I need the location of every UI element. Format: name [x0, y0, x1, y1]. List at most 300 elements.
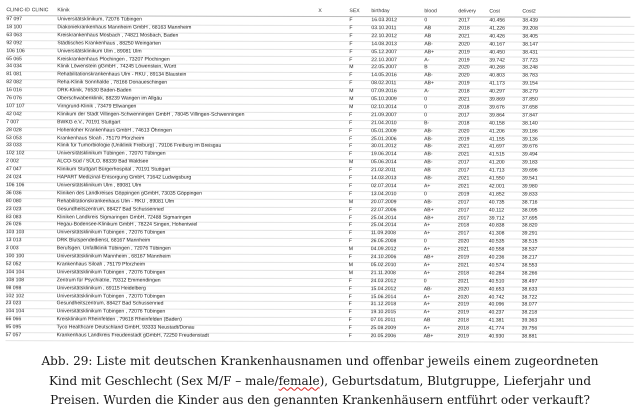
cell-clinic-id: 57 057 [5, 332, 22, 339]
cell-birthday: 02.10.2014 [371, 104, 397, 111]
cell-cost: 39.869 [489, 96, 505, 103]
cell-cost2: 39.980 [521, 183, 538, 190]
header-cost: Cost [489, 8, 500, 15]
cell-klinik: Klinikum Stuttgart Bürgerhospital , 70191 Stuttgart [57, 166, 171, 173]
header-delivery: delivery [458, 8, 477, 15]
cell-klinik: Oberschwabenklinik, 88239 Wangen im Allgäu [57, 95, 163, 102]
figure-caption [5, 352, 635, 411]
cell-cost: 40.574 [488, 262, 505, 269]
cell-cost2: 38.147 [522, 41, 538, 48]
cell-sex: F [348, 206, 353, 213]
cell-sex: F [348, 190, 353, 197]
header-birthday: birthday [371, 8, 390, 15]
cell-birthday: 05.12.2007 [371, 48, 397, 55]
cell-sex: F [348, 230, 352, 237]
cell-clinic-id: 83 083 [5, 213, 22, 220]
cell-delivery: 2019 [457, 309, 469, 316]
cell-blood: AB [424, 33, 432, 40]
cell-cost: 41.381 [488, 317, 505, 324]
cell-birthday: 31.12.2018 [370, 301, 397, 308]
cell-blood: A+ [423, 262, 431, 269]
cell-cost2: 37.723 [522, 57, 538, 64]
cell-cost: 40.558 [488, 246, 505, 253]
cell-delivery: 2021 [457, 175, 470, 182]
cell-klinik: Gesundheitszentrum, 88427 Bad Schussenried [56, 300, 164, 307]
cell-klinik: Kreisklinikum Rheinfelden , 79618 Rheinfelden (Baden) [56, 316, 182, 323]
cell-cost: 40.535 [488, 238, 505, 245]
cell-cost: 41.774 [488, 325, 505, 332]
cell-blood: A- [424, 56, 430, 63]
cell-sex: F [348, 277, 352, 284]
cell-delivery: 2021 [458, 143, 470, 150]
cell-delivery: 2018 [458, 25, 470, 32]
cell-blood: AB- [424, 135, 433, 142]
cell-klinik: Universitätsklinikum Tübingen , 72076 Tübingen [56, 308, 166, 315]
cell-cost: 41.200 [489, 159, 505, 166]
cell-clinic-id: 100 100 [5, 253, 25, 260]
cell-clinic-id: 26 026 [5, 221, 22, 228]
cell-clinic-id: 102 102 [5, 292, 25, 299]
cell-klinik: HAPART Medizinal-Entsorgung GmbH, 71642 Ludwigsburg [56, 174, 192, 181]
cell-blood: 0 [423, 277, 427, 284]
cell-cost: 40.167 [489, 41, 505, 48]
cell-birthday: 26.05.2008 [370, 238, 397, 245]
cell-cost2: 39.756 [521, 325, 538, 332]
cell-cost2: 38.217 [521, 254, 538, 261]
cell-klinik: Universitätsklinikum Ulm , 89081 Ulm [56, 182, 142, 189]
cell-cost2: 38.537 [521, 246, 538, 253]
cell-birthday: 22.05.2007 [371, 64, 397, 71]
cell-birthday: 24.03.2012 [370, 277, 397, 284]
cell-sex: F [349, 72, 353, 79]
cell-cost: 41.206 [489, 128, 505, 135]
cell-blood: AB- [423, 285, 433, 292]
cell-blood: AB- [424, 127, 433, 134]
cell-cost: 41.550 [488, 175, 505, 182]
cell-delivery: 2019 [458, 80, 470, 87]
cell-cost2: 38.722 [521, 294, 538, 301]
cell-sex: M [348, 246, 354, 253]
caption-line-1: Abb. 29: Liste mit deutschen Krankenhausnamen und offenbar jeweils einem zugeordneten [41, 354, 599, 368]
cell-klinik: Klinik Löwenstein gGmbH , 74245 Löwenstein, Württ [57, 63, 177, 71]
cell-blood: A+ [423, 270, 431, 277]
cell-clinic-id: 53 053 [6, 134, 22, 141]
cell-blood: A- [424, 88, 430, 95]
cell-cost2: 37.695 [521, 215, 538, 222]
cell-cost: 41.308 [488, 230, 505, 237]
cell-sex: F [349, 32, 353, 39]
cell-cost2: 38.218 [521, 309, 538, 316]
cell-clinic-id: 97 097 [6, 16, 23, 23]
cell-clinic-id: 107 107 [6, 103, 25, 110]
cell-birthday: 19.06.2014 [371, 151, 397, 158]
header-blood: blood [424, 8, 437, 15]
cell-delivery: 2021 [458, 151, 470, 158]
cell-cost: 40.742 [488, 293, 505, 300]
cell-cost2: 38.248 [522, 64, 538, 71]
cell-blood: A+ [423, 246, 431, 253]
cell-birthday: 07.01.2011 [370, 317, 396, 324]
cell-cost2: 38.553 [521, 262, 538, 269]
cell-blood: AB- [424, 159, 433, 166]
cell-cost2: 38.439 [522, 17, 539, 24]
cell-blood: AB [424, 25, 432, 32]
cell-cost2: 39.154 [522, 80, 538, 87]
cell-klinik: Kliniken Landkreis Sigmaringen GmbH, 72488 Sigmaringen [56, 213, 192, 221]
cell-clinic-id: 63 063 [6, 31, 22, 39]
cell-cost: 41.697 [489, 143, 505, 150]
cell-sex: F [349, 119, 353, 126]
cell-birthday: 21.04.2010 [371, 119, 397, 126]
cell-cost2: 39.136 [522, 136, 538, 143]
cell-blood: B [424, 64, 428, 71]
cell-birthday: 05.02.2010 [370, 262, 397, 269]
cell-cost2: 39.291 [521, 230, 538, 237]
cell-klinik: Hegau-Bodensee-Klinikum GmbH , 78224 Singen, Hohentwiel [56, 221, 198, 229]
cell-cost: 40.096 [488, 301, 505, 308]
cell-cost2: 38.266 [521, 270, 538, 277]
cell-birthday: 15.04.2012 [370, 285, 397, 292]
cell-clinic-id: 34 034 [6, 63, 22, 70]
cell-delivery: 2021 [458, 96, 470, 103]
cell-clinic-id: 106 106 [5, 182, 25, 189]
cell-klinik: Rehabilitationskrankenhaus Ulm - RKU , 89081 Ulm [56, 197, 175, 205]
header-klinik: Klinik [57, 7, 70, 14]
cell-birthday: 14.05.2016 [371, 72, 397, 79]
cell-cost: 39.864 [489, 112, 505, 119]
cell-clinic-id: 24 024 [5, 174, 22, 181]
cell-cost: 39.676 [489, 104, 505, 111]
cell-delivery: 2019 [457, 254, 470, 261]
cell-cost2: 39.541 [521, 175, 538, 182]
cell-delivery: 2021 [457, 183, 470, 190]
cell-blood: A+ [423, 222, 431, 229]
cell-birthday: 11.09.2008 [370, 230, 396, 237]
cell-cost2: 39.186 [522, 128, 538, 135]
cell-blood: 0 [423, 238, 427, 245]
cell-cost: 39.742 [489, 56, 505, 63]
header-x: X [318, 7, 322, 15]
cell-cost: 41.515 [489, 151, 505, 158]
cell-klinik: Zentrum für Psychiatrie, 79312 Emmendingen [56, 276, 161, 284]
cell-birthday: 07.09.2016 [371, 88, 397, 95]
cell-cost: 40.510 [488, 278, 505, 285]
cell-birthday: 25.04.2014 [370, 214, 397, 221]
cell-clinic-id: 2 002 [6, 158, 19, 165]
cell-clinic-id: 82 082 [6, 79, 22, 86]
cell-klinik: Universitätsklinikum , 69115 Heidelberg [56, 284, 146, 292]
cell-cost2: 38.497 [521, 278, 538, 285]
cell-blood: A+ [423, 301, 431, 308]
cell-clinic-id: 18 100 [6, 24, 22, 31]
header-sex: SEX [349, 8, 360, 15]
cell-clinic-id: 23 023 [5, 300, 22, 307]
cell-blood: AB- [424, 143, 433, 150]
cell-sex: M [349, 159, 354, 166]
cell-klinik: Virngrund-Klinik , 73479 Ellwangen [57, 103, 137, 110]
cell-blood: 0 [423, 191, 427, 198]
cell-cost2: 38.881 [521, 333, 538, 340]
cell-sex: F [348, 222, 353, 229]
cell-blood: AB- [423, 198, 433, 205]
cell-clinic-id: 42 042 [6, 110, 22, 118]
cell-clinic-id: 23 023 [5, 205, 22, 212]
cell-delivery: 2019 [457, 191, 470, 198]
cell-cost2: 39.696 [522, 167, 538, 174]
cell-sex: F [348, 317, 352, 324]
cell-delivery: 2018 [457, 270, 470, 277]
cell-sex: M [349, 96, 354, 103]
cell-delivery: 2021 [458, 33, 470, 40]
cell-klinik: Krankenhaus Sloah , 75179 Pforzheim [57, 134, 145, 142]
cell-cost2: 38.716 [521, 199, 538, 206]
cell-cost2: 37.658 [522, 104, 538, 111]
cell-sex: F [348, 301, 352, 308]
cell-sex: F [348, 309, 352, 316]
cell-clinic-id: 3 003 [5, 245, 19, 252]
cell-blood: 0 [424, 112, 428, 119]
cell-klinik: Städtisches Krankenhaus , 88250 Weingarten [57, 39, 161, 47]
cell-klinik: Kreiskrankenhaus Plochingen , 73207 Plochingen [57, 55, 170, 63]
cell-klinik: Kreiskrankenhaus Mosbach , 74821 Mosbach, Baden [57, 32, 179, 39]
cell-klinik: Krankenhaus Siloah , 75179 Pforzheim [56, 261, 146, 268]
cell-klinik: DRK-Klinik, 76530 Baden-Baden [57, 87, 132, 94]
cell-clinic-id: 104 104 [5, 308, 25, 315]
cell-blood: A+ [423, 293, 431, 300]
cell-birthday: 30.01.2012 [371, 143, 397, 150]
cell-cost2: 37.847 [522, 112, 538, 119]
cell-blood: AB+ [423, 254, 434, 261]
cell-clinic-id: 98 098 [5, 284, 22, 291]
cell-cost: 40.112 [488, 207, 505, 214]
cell-clinic-id: 52 052 [5, 261, 22, 268]
cell-klinik: Universitätsklinikum Tübingen , 72076 Tübingen [56, 229, 166, 236]
cell-delivery: 2017 [457, 199, 470, 206]
cell-blood: B- [424, 119, 430, 126]
cell-cost2: 39.183 [522, 159, 538, 166]
cell-clinic-id: 66 066 [5, 316, 22, 323]
cell-clinic-id: 80 080 [5, 197, 22, 204]
cell-klinik: Klinik für Tumorbiologie (Uniklinik Freiburg) , 79106 Freiburg im Breisgau [57, 142, 222, 150]
cell-blood: A+ [423, 309, 431, 316]
cell-blood: AB+ [424, 48, 435, 55]
cell-klinik: Universitätsklinikum Ulm , 89081 Ulm [57, 47, 142, 55]
cell-sex: F [349, 17, 353, 24]
cell-cost: 40.735 [488, 199, 505, 206]
spellcheck-marked-word: female [278, 373, 320, 388]
cell-sex: M [348, 261, 354, 268]
cell-birthday: 24.10.2006 [370, 254, 397, 261]
cell-birthday: 05.01.2009 [371, 127, 397, 134]
cell-cost: 40.284 [488, 270, 505, 277]
cell-delivery: 2018 [457, 317, 469, 324]
cell-blood: AB- [424, 151, 433, 158]
cell-cost2: 39.363 [521, 317, 538, 324]
cell-cost: 40.930 [488, 333, 505, 340]
caption-line-2-end: ), Geburtsdatum, Blutgruppe, Lieferjahr und [319, 373, 592, 388]
cell-blood: A+ [423, 183, 431, 190]
cell-klinik: Reha-Klinik Sonnhalde , 78166 Donaueschingen [57, 79, 168, 86]
cell-blood: AB [424, 167, 431, 174]
cell-klinik: Hohenloher Krankenhaus GmbH , 74613 Öhringen [57, 126, 172, 134]
cell-delivery: 2018 [458, 120, 470, 127]
scanned-table [6, 3, 635, 351]
cell-delivery: 2017 [458, 167, 470, 174]
cell-delivery: 2018 [458, 104, 470, 111]
cell-cost: 39.712 [488, 214, 505, 221]
cell-clinic-id: 28 028 [6, 126, 22, 133]
cell-blood: AB- [423, 175, 433, 182]
cell-cost: 40.426 [489, 33, 505, 40]
cell-klinik: ALCO-Süd / SÜLO, 88339 Bad Waldsee [57, 158, 149, 165]
cell-sex: F [348, 175, 353, 182]
cell-sex: F [349, 135, 353, 142]
cell-birthday: 20.07.2009 [370, 198, 397, 205]
cell-cost: 42.001 [488, 183, 505, 190]
cell-sex: F [349, 24, 353, 31]
cell-clinic-id: 81 081 [6, 71, 22, 78]
cell-cost2: 37.850 [522, 96, 538, 103]
cell-delivery: 2017 [457, 214, 470, 221]
cell-delivery: 2017 [458, 112, 470, 119]
cell-delivery: 2019 [457, 301, 470, 308]
cell-cost: 41.713 [489, 167, 505, 174]
cell-birthday: 05.10.2009 [371, 96, 397, 103]
cell-delivery: 2020 [458, 127, 470, 134]
cell-cost2: 38.095 [521, 207, 538, 214]
cell-delivery: 2017 [458, 159, 470, 166]
cell-birthday: 19.10.2015 [370, 309, 397, 316]
cell-cost: 41.173 [489, 80, 505, 87]
cell-birthday: 04.09.2012 [370, 246, 397, 253]
cell-cost: 40.237 [488, 309, 505, 316]
cell-delivery: 2018 [457, 325, 469, 332]
cell-clinic-id: 106 106 [6, 47, 25, 54]
cell-sex: F [349, 151, 353, 158]
cell-cost2: 39.676 [522, 143, 538, 150]
cell-birthday: 25.01.2006 [371, 135, 397, 142]
cell-birthday: 16.03.2012 [371, 17, 397, 24]
cell-blood: 0 [424, 17, 428, 24]
cell-cost2: 38.820 [521, 222, 538, 229]
cell-sex: M [348, 198, 354, 205]
cell-cost: 40.803 [489, 72, 505, 79]
cell-delivery: 2019 [458, 135, 470, 142]
cell-cost: 41.226 [489, 25, 505, 32]
cell-blood: 0 [424, 96, 428, 103]
cell-blood: AB- [424, 72, 433, 79]
cell-sex: F [349, 143, 353, 150]
cell-klinik: Klinikum der Stadt Villingen-Schwenningen GmbH , 78045 Villingen-Schwenningen [57, 111, 245, 118]
cell-birthday: 21.02.2011 [371, 167, 397, 174]
cell-delivery: 2020 [457, 293, 470, 300]
cell-clinic-id: 92 092 [6, 39, 22, 46]
table-row [6, 332, 634, 343]
cell-sex: F [348, 182, 353, 189]
cell-clinic-id: 16 016 [6, 87, 22, 94]
cell-klinik: Krankenhaus Landkreis Freudenstadt gGmbH, 72250 Freudenstadt [56, 332, 209, 339]
cell-klinik: Rehabilitationskrankenhaus Ulm - RKU , 89134 Blaustein [57, 71, 187, 78]
cell-blood: AB- [424, 40, 433, 47]
cell-klinik: Berufsgen. Unfallklinik Tübingen , 72076 Tübingen [56, 245, 171, 252]
cell-klinik: Diakoniekrankenhaus Mannheim GmbH , 68163 Mannheim [57, 24, 192, 31]
cell-blood: A+ [423, 230, 431, 237]
cell-cost2: 38.515 [521, 238, 538, 245]
cell-delivery: 2017 [457, 230, 470, 237]
cell-blood: A+ [423, 325, 430, 332]
cell-birthday: 21.09.2007 [371, 111, 397, 118]
cell-cost2: 38.077 [521, 301, 538, 308]
cell-delivery: 2021 [457, 262, 470, 269]
cell-klinik: BWKG e.V., 70191 Stuttgart [57, 118, 121, 126]
cell-blood: AB+ [424, 80, 435, 87]
cell-sex: F [349, 111, 353, 118]
cell-sex: M [349, 64, 354, 71]
cell-delivery: 2019 [457, 333, 469, 340]
cell-klinik: Universitätsklinikum, 72076 Tübingen [57, 16, 142, 23]
cell-sex: F [348, 333, 352, 340]
cell-birthday: 25.08.2009 [370, 325, 397, 332]
cell-klinik: Universitätsklinikum Mannheim , 68167 Mannheim [56, 253, 171, 260]
cell-delivery: 2017 [458, 17, 470, 24]
cell-sex: F [348, 238, 352, 245]
cell-blood: AB [423, 317, 431, 324]
cell-klinik: Kliniken des Landkreises Göppingen gGmbH, 73035 Göppingen [56, 190, 202, 197]
cell-delivery: 2020 [458, 64, 470, 71]
cell-clinic-id: 108 108 [5, 276, 25, 283]
cell-delivery: 2017 [457, 206, 470, 213]
cell-blood: AB+ [423, 206, 434, 213]
cell-clinic-id: 65 065 [6, 55, 22, 62]
cell-cost: 40.456 [489, 17, 506, 24]
header-clinic: CLINIC [31, 7, 49, 14]
cell-cost2: 38.140 [522, 120, 538, 127]
cell-cost2: 38.633 [521, 286, 538, 293]
cell-birthday: 14.08.2013 [371, 40, 397, 47]
caption-line-2-start: Kind mit Geschlecht (Sex M/F – male/ [48, 373, 279, 388]
cell-cost: 40.297 [489, 88, 505, 95]
cell-sex: F [348, 325, 352, 332]
cell-delivery: 2020 [457, 238, 470, 245]
header-cost2: Cost2 [522, 8, 536, 15]
cell-sex: F [349, 167, 353, 174]
cell-birthday: 03.10.2011 [371, 25, 397, 32]
cell-sex: F [349, 127, 353, 134]
header-clinic-id: CLINIC-ID [6, 7, 30, 14]
cell-birthday: 20.05.2006 [370, 333, 397, 340]
cell-delivery: 2018 [458, 88, 470, 95]
cell-klinik: DRK Blutspendedienst, 68167 Mannheim [56, 237, 151, 244]
cell-sex: F [349, 40, 353, 47]
cell-delivery: 2018 [457, 222, 470, 229]
cell-cost2: 38.405 [522, 33, 538, 40]
cell-delivery: 2021 [457, 278, 470, 285]
cell-birthday: 02.07.2014 [370, 183, 397, 190]
cell-cost: 40.653 [488, 286, 505, 293]
cell-klinik: Tyco Healthcare Deutschland GmbH, 93333 Neustadt/Donau [56, 324, 195, 331]
cell-birthday: 21.11.2008 [370, 269, 396, 276]
cell-klinik: Universitätsklinikum Tübingen , 72070 Tübingen [56, 292, 166, 300]
cell-sex: F [348, 214, 353, 221]
cell-clinic-id: 103 103 [5, 229, 25, 236]
cell-cost: 40.450 [489, 49, 505, 56]
cell-sex: F [348, 254, 352, 261]
cell-birthday: 15.06.2014 [370, 293, 397, 300]
cell-birthday: 25.04.2014 [370, 222, 397, 229]
cell-cost2: 39.833 [521, 191, 538, 198]
cell-delivery: 2019 [458, 56, 470, 63]
caption-line-3: Preisen. Wurden die Kinder aus den genannten Krankenhäusern entführt oder verkauft? [50, 393, 590, 407]
